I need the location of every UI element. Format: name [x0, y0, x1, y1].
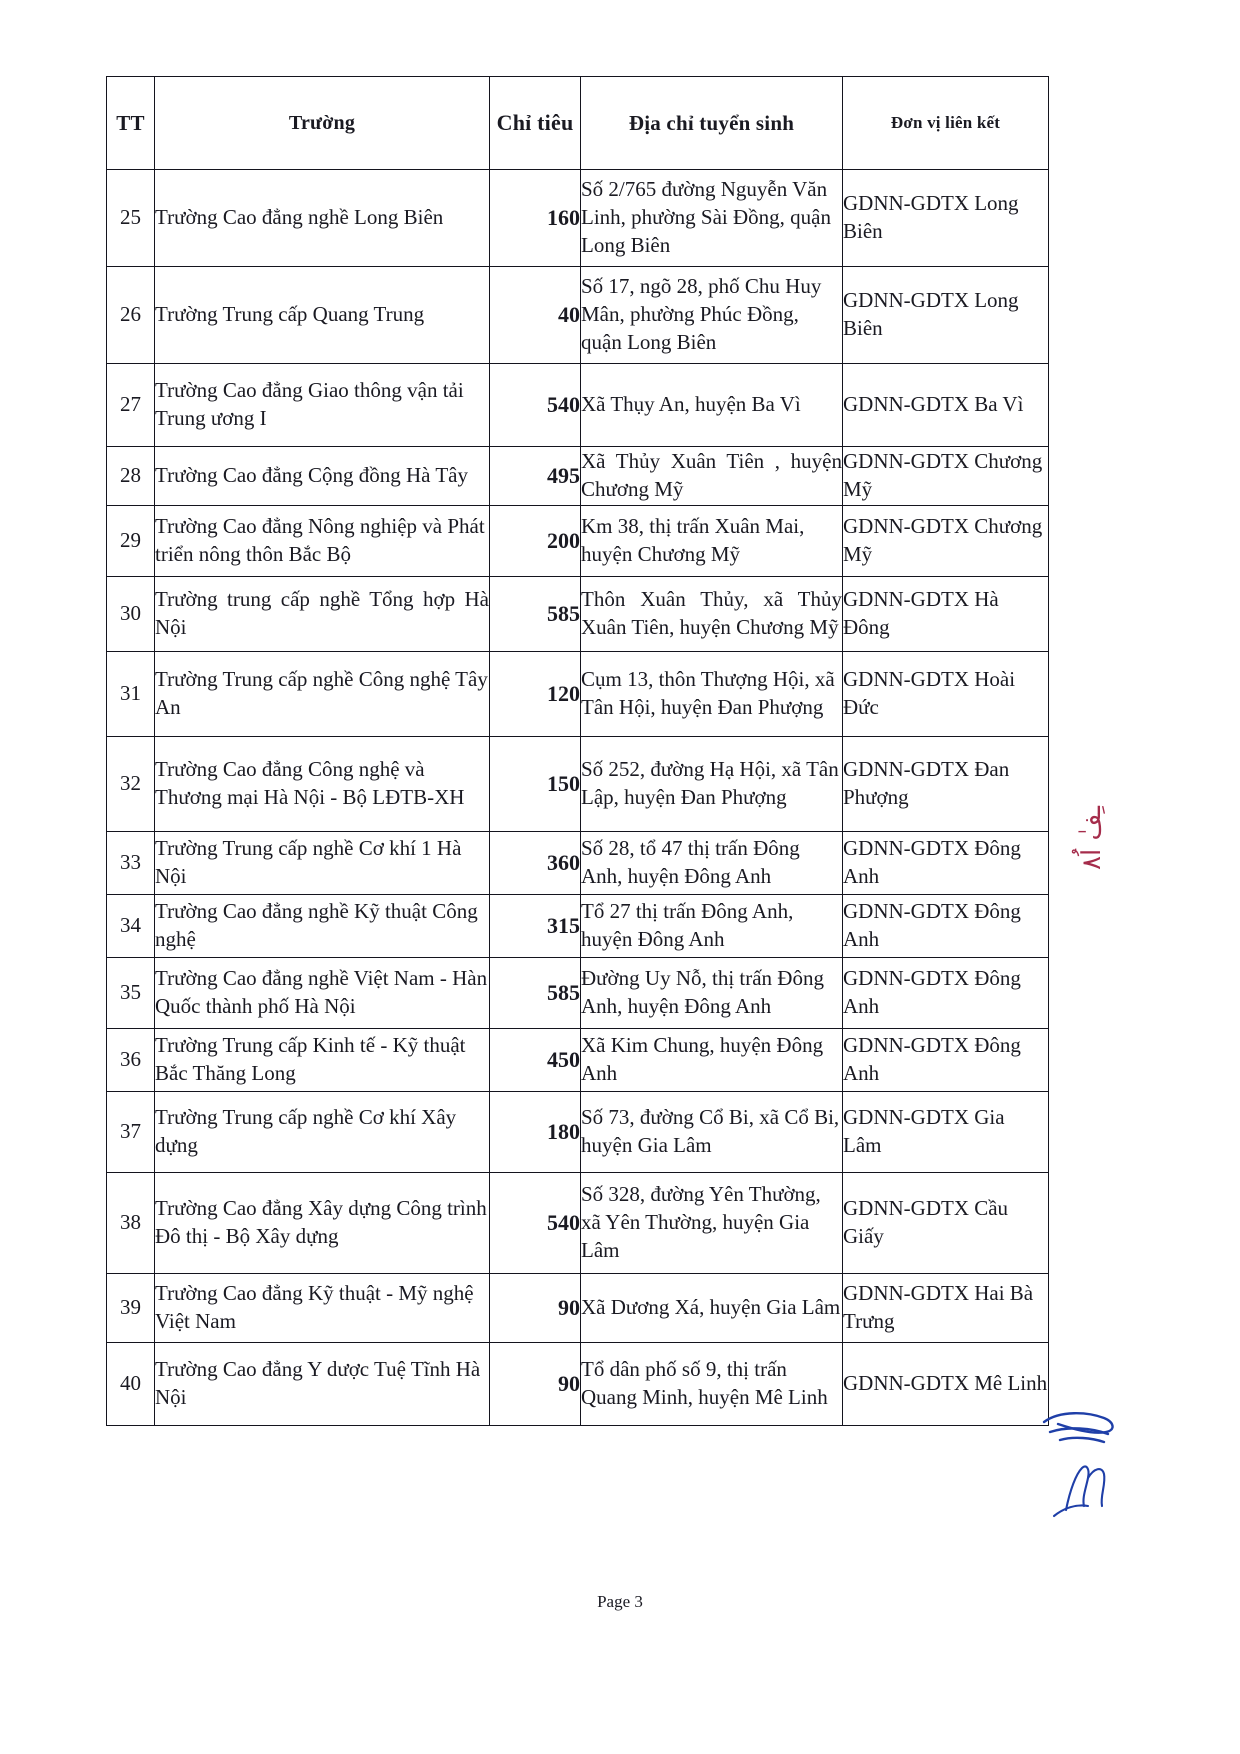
enrollment-address: Tổ 27 thị trấn Đông Anh, huyện Đông Anh — [581, 895, 843, 958]
enrollment-address: Tổ dân phố số 9, thị trấn Quang Minh, huyện Mê Linh — [581, 1343, 843, 1426]
partner-unit: GDNN-GDTX Ba Vì — [843, 364, 1049, 447]
quota-value: 160 — [490, 170, 581, 267]
quota-value: 90 — [490, 1274, 581, 1343]
enrollment-address: Số 328, đường Yên Thường, xã Yên Thường, huyện Gia Lâm — [581, 1173, 843, 1274]
quota-value: 540 — [490, 1173, 581, 1274]
partner-unit: GDNN-GDTX Long Biên — [843, 267, 1049, 364]
row-index: 26 — [107, 267, 155, 364]
school-name: Trường Cao đẳng nghề Kỹ thuật Công nghệ — [155, 895, 490, 958]
row-index: 36 — [107, 1029, 155, 1092]
school-name: Trường Cao đẳng Công nghệ và Thương mại Hà Nội - Bộ LĐTB-XH — [155, 737, 490, 832]
column-header-tt: TT — [107, 77, 155, 170]
table-row — [107, 364, 1049, 447]
quota-value: 315 — [490, 895, 581, 958]
partner-unit: GDNN-GDTX Long Biên — [843, 170, 1049, 267]
row-index: 33 — [107, 832, 155, 895]
quota-value: 495 — [490, 447, 581, 506]
quota-value: 540 — [490, 364, 581, 447]
table-header-row — [107, 77, 1049, 170]
partner-unit: GDNN-GDTX Hoài Đức — [843, 652, 1049, 737]
quota-value: 180 — [490, 1092, 581, 1173]
partner-unit: GDNN-GDTX Đông Anh — [843, 832, 1049, 895]
row-index: 28 — [107, 447, 155, 506]
row-index: 31 — [107, 652, 155, 737]
quota-value: 585 — [490, 577, 581, 652]
table-row — [107, 506, 1049, 577]
quota-value: 120 — [490, 652, 581, 737]
table-row — [107, 1173, 1049, 1274]
enrollment-address: Số 28, tổ 47 thị trấn Đông Anh, huyện Đông Anh — [581, 832, 843, 895]
table-row — [107, 1343, 1049, 1426]
quota-value: 200 — [490, 506, 581, 577]
row-index: 34 — [107, 895, 155, 958]
row-index: 38 — [107, 1173, 155, 1274]
handwritten-signature — [1030, 1398, 1160, 1518]
partner-unit: GDNN-GDTX Hà Đông — [843, 577, 1049, 652]
enrollment-table — [106, 76, 1049, 1426]
table-body — [107, 170, 1049, 1426]
row-index: 37 — [107, 1092, 155, 1173]
partner-unit: GDNN-GDTX Đông Anh — [843, 1029, 1049, 1092]
school-name: Trường Trung cấp nghề Cơ khí 1 Hà Nội — [155, 832, 490, 895]
table-row — [107, 832, 1049, 895]
column-header-partner: Đơn vị liên kết — [843, 77, 1049, 170]
page-footer: Page 3 — [597, 1592, 643, 1611]
school-name: Trường Trung cấp Quang Trung — [155, 267, 490, 364]
partner-unit: GDNN-GDTX Hai Bà Trưng — [843, 1274, 1049, 1343]
table-row — [107, 895, 1049, 958]
enrollment-address: Thôn Xuân Thủy, xã Thủy Xuân Tiên, huyện Chương Mỹ — [581, 577, 843, 652]
school-name: Trường Cao đẳng Xây dựng Công trình Đô thị - Bộ Xây dựng — [155, 1173, 490, 1274]
handwritten-margin-annotation: ـِفٰ اُ٨ — [1077, 806, 1107, 870]
school-name: Trường trung cấp nghề Tổng hợp Hà Nội — [155, 577, 490, 652]
enrollment-address: Đường Uy Nỗ, thị trấn Đông Anh, huyện Đông Anh — [581, 958, 843, 1029]
school-name: Trường Trung cấp nghề Công nghệ Tây An — [155, 652, 490, 737]
enrollment-address: Xã Kim Chung, huyện Đông Anh — [581, 1029, 843, 1092]
enrollment-address: Km 38, thị trấn Xuân Mai, huyện Chương Mỹ — [581, 506, 843, 577]
row-index: 35 — [107, 958, 155, 1029]
enrollment-address: Xã Thụy An, huyện Ba Vì — [581, 364, 843, 447]
quota-value: 450 — [490, 1029, 581, 1092]
partner-unit: GDNN-GDTX Cầu Giấy — [843, 1173, 1049, 1274]
school-name: Trường Cao đẳng Giao thông vận tải Trung ương I — [155, 364, 490, 447]
enrollment-address: Xã Dương Xá, huyện Gia Lâm — [581, 1274, 843, 1343]
school-name: Trường Trung cấp nghề Cơ khí Xây dựng — [155, 1092, 490, 1173]
partner-unit: GDNN-GDTX Chương Mỹ — [843, 506, 1049, 577]
partner-unit: GDNN-GDTX Đông Anh — [843, 958, 1049, 1029]
table-row — [107, 577, 1049, 652]
quota-value: 360 — [490, 832, 581, 895]
table-header — [107, 77, 1049, 170]
enrollment-table-container — [106, 76, 1048, 1426]
school-name: Trường Cao đẳng Cộng đồng Hà Tây — [155, 447, 490, 506]
quota-value: 150 — [490, 737, 581, 832]
row-index: 29 — [107, 506, 155, 577]
quota-value: 40 — [490, 267, 581, 364]
school-name: Trường Cao đẳng Nông nghiệp và Phát triển nông thôn Bắc Bộ — [155, 506, 490, 577]
table-row — [107, 170, 1049, 267]
table-row — [107, 1092, 1049, 1173]
school-name: Trường Cao đẳng Y dược Tuệ Tĩnh Hà Nội — [155, 1343, 490, 1426]
enrollment-address: Số 17, ngõ 28, phố Chu Huy Mân, phường Phúc Đồng, quận Long Biên — [581, 267, 843, 364]
enrollment-address: Số 252, đường Hạ Hội, xã Tân Lập, huyện Đan Phượng — [581, 737, 843, 832]
row-index: 40 — [107, 1343, 155, 1426]
school-name: Trường Trung cấp Kinh tế - Kỹ thuật Bắc Thăng Long — [155, 1029, 490, 1092]
column-header-school: Trường — [155, 77, 490, 170]
quota-value: 90 — [490, 1343, 581, 1426]
row-index: 30 — [107, 577, 155, 652]
enrollment-address: Cụm 13, thôn Thượng Hội, xã Tân Hội, huyện Đan Phượng — [581, 652, 843, 737]
row-index: 27 — [107, 364, 155, 447]
table-row — [107, 447, 1049, 506]
row-index: 25 — [107, 170, 155, 267]
table-row — [107, 737, 1049, 832]
table-row — [107, 1029, 1049, 1092]
column-header-address: Địa chỉ tuyển sinh — [581, 77, 843, 170]
row-index: 39 — [107, 1274, 155, 1343]
row-index: 32 — [107, 737, 155, 832]
quota-value: 585 — [490, 958, 581, 1029]
enrollment-address: Số 2/765 đường Nguyễn Văn Linh, phường Sài Đồng, quận Long Biên — [581, 170, 843, 267]
table-row — [107, 267, 1049, 364]
enrollment-address: Xã Thủy Xuân Tiên , huyện Chương Mỹ — [581, 447, 843, 506]
table-row — [107, 652, 1049, 737]
table-row — [107, 958, 1049, 1029]
column-header-quota: Chỉ tiêu — [490, 77, 581, 170]
school-name: Trường Cao đẳng Kỹ thuật - Mỹ nghệ Việt Nam — [155, 1274, 490, 1343]
partner-unit: GDNN-GDTX Chương Mỹ — [843, 447, 1049, 506]
partner-unit: GDNN-GDTX Gia Lâm — [843, 1092, 1049, 1173]
partner-unit: GDNN-GDTX Mê Linh — [843, 1343, 1049, 1426]
table-row — [107, 1274, 1049, 1343]
partner-unit: GDNN-GDTX Đông Anh — [843, 895, 1049, 958]
enrollment-address: Số 73, đường Cổ Bi, xã Cổ Bi, huyện Gia Lâm — [581, 1092, 843, 1173]
partner-unit: GDNN-GDTX Đan Phượng — [843, 737, 1049, 832]
school-name: Trường Cao đẳng nghề Long Biên — [155, 170, 490, 267]
school-name: Trường Cao đẳng nghề Việt Nam - Hàn Quốc thành phố Hà Nội — [155, 958, 490, 1029]
